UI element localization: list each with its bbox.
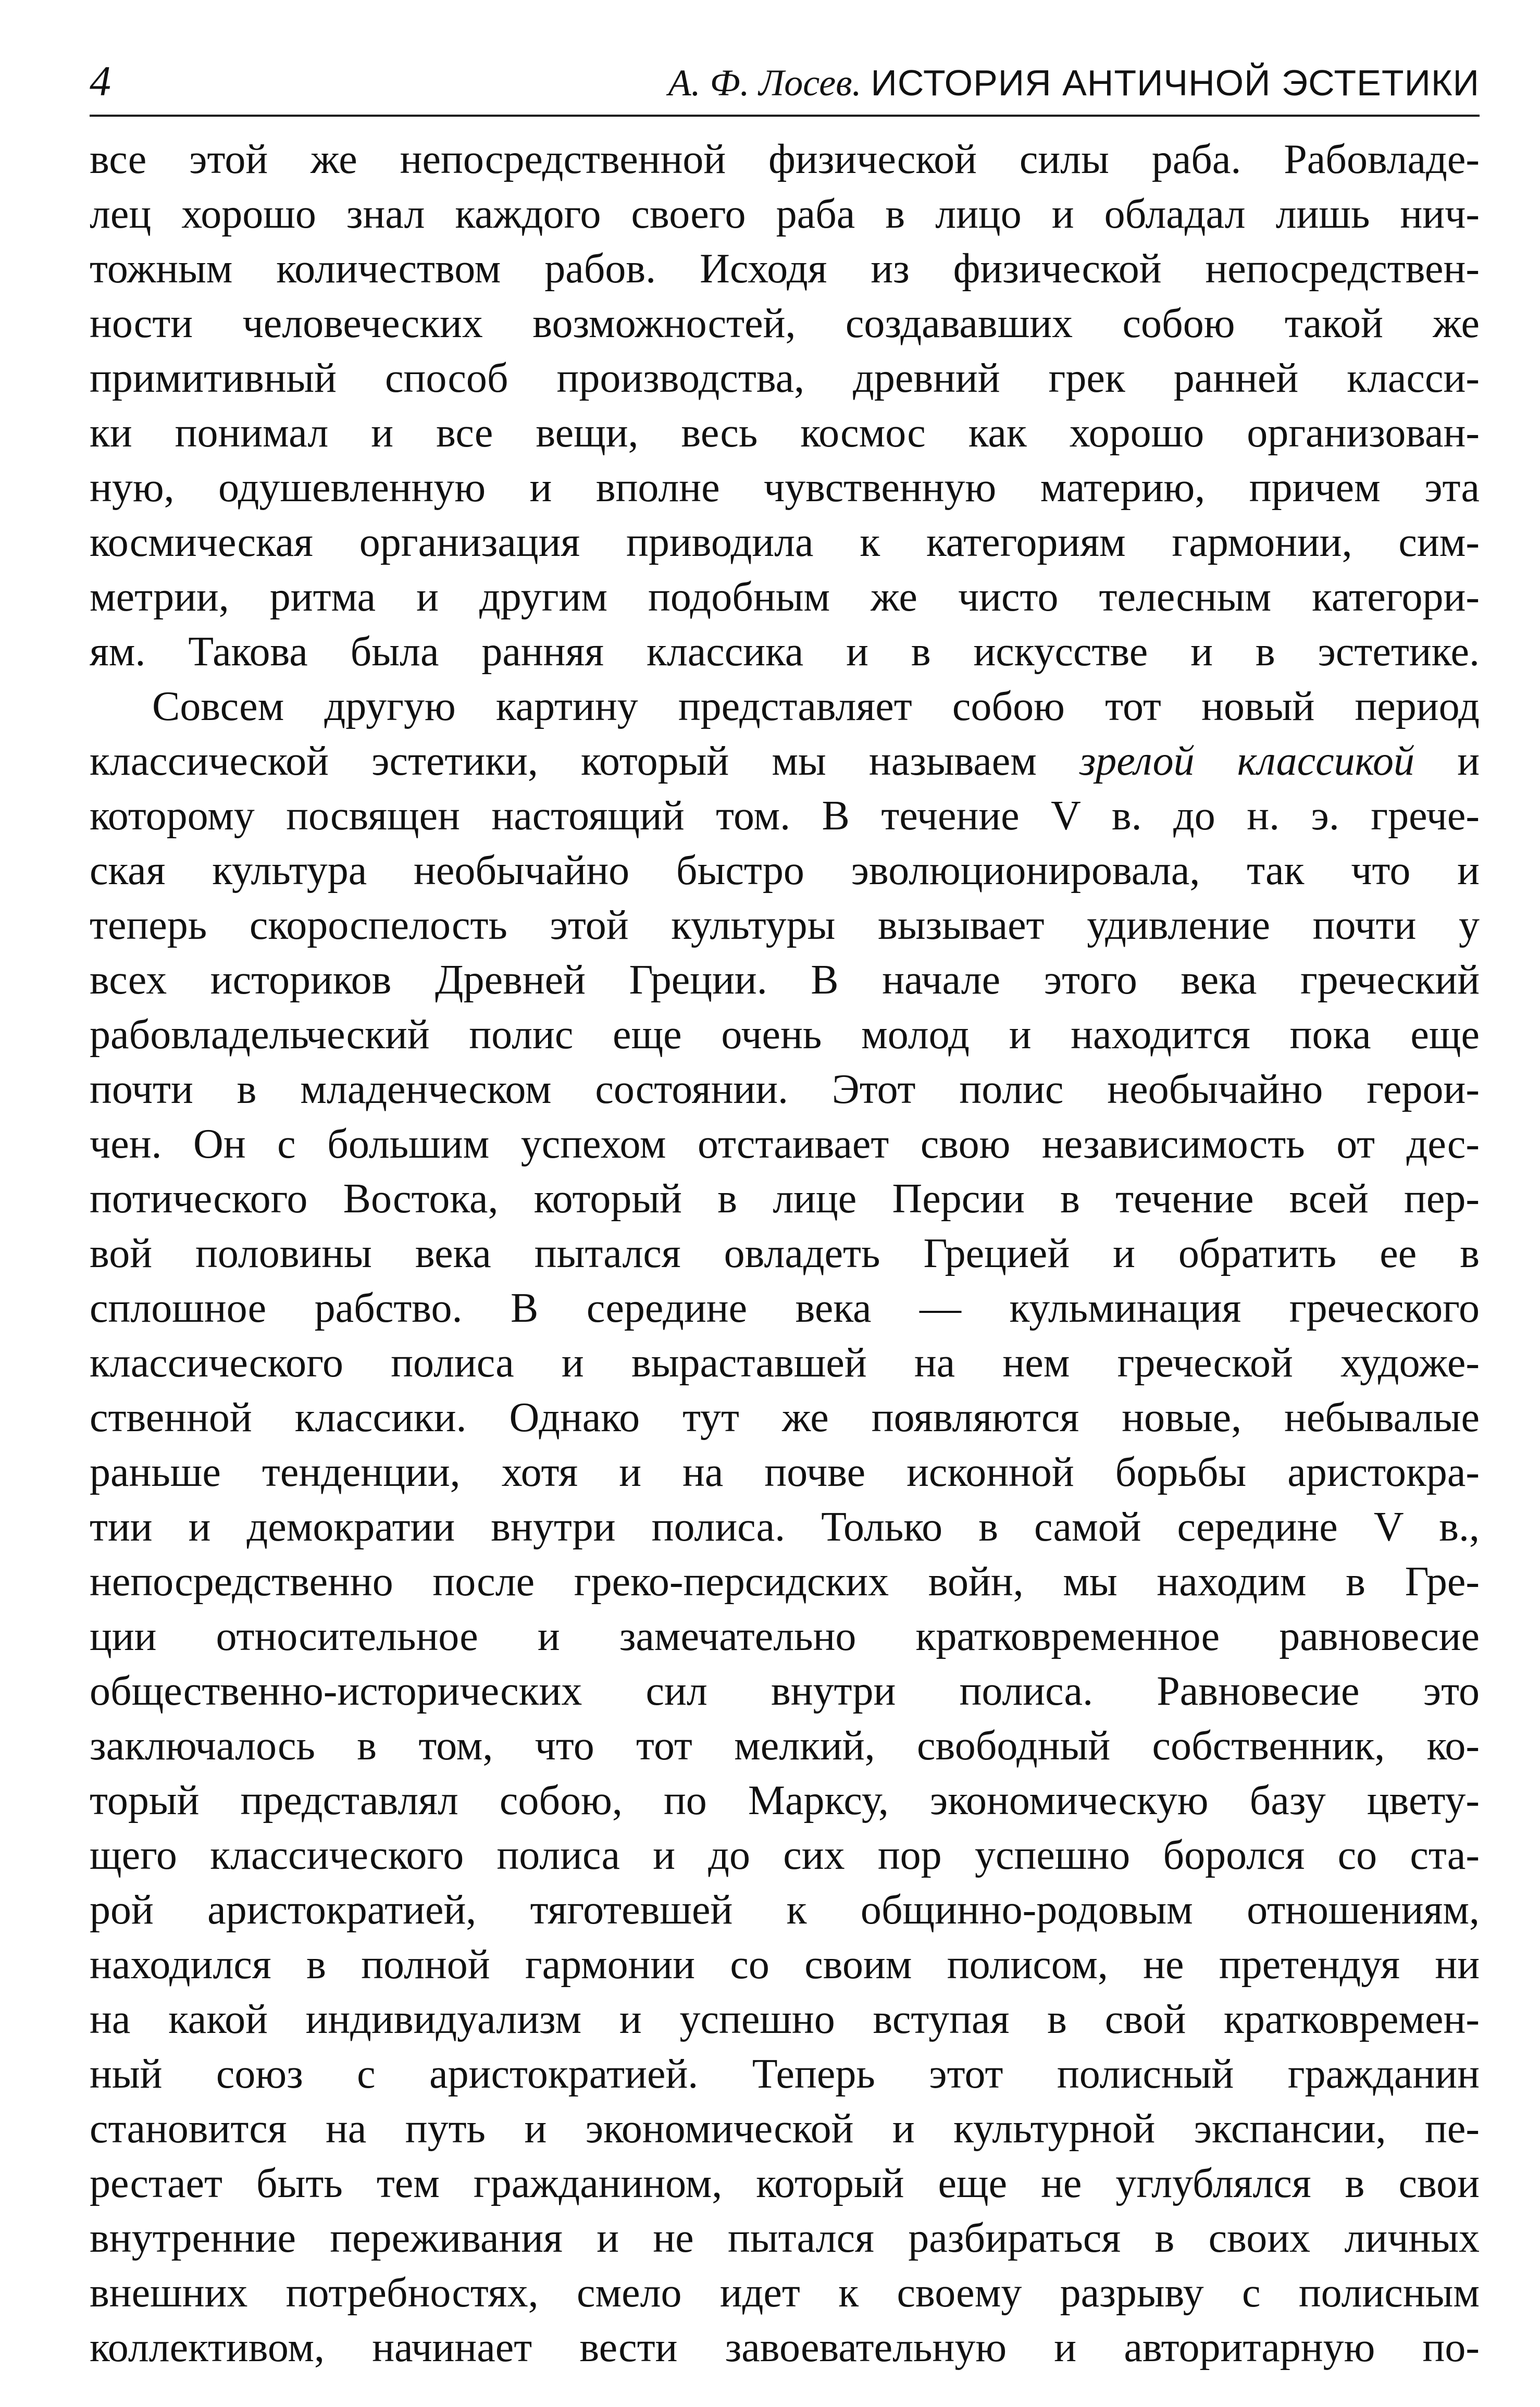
text-line: ям. Такова была ранняя классика и в искусстве и в эстетике. [90,629,1480,675]
text-line: чен. Он с большим успехом отстаивает свою независимость от дес- [90,1121,1480,1167]
emphasis-zrelaya-klassika: зрелой классикой [1079,738,1415,784]
text-line: которому посвящен настоящий том. В течение V в. до н. э. грече- [90,793,1480,839]
text-line: теперь скороспелость этой культуры вызывает удивление почти у [90,902,1480,948]
text-line: почти в младенческом состоянии. Этот полис необычайно герои- [90,1066,1480,1112]
text-line: щего классического полиса и до сих пор успешно боролся со ста- [90,1832,1480,1878]
text-line: ственной классики. Однако тут же появляются новые, небывалые [90,1395,1480,1441]
text-line: общественно-исторических сил внутри полиса. Равновесие это [90,1668,1480,1714]
text-line: все этой же непосредственной физической силы раба. Рабовладе- [90,137,1480,182]
text-line: рестает быть тем гражданином, который еще не углублялся в свои [90,2161,1480,2206]
text-line: метрии, ритма и другим подобным же чисто телесным категори- [90,574,1480,620]
paragraph-2-rest [90,789,1480,2375]
text-line: ции относительное и замечательно кратковременное равновесие [90,1614,1480,1659]
paragraph-1 [90,132,1480,679]
text-line: тии и демократии внутри полиса. Только в самой середине V в., [90,1504,1480,1550]
text-fragment: классической эстетики, который мы называем [90,738,1080,784]
text-line: потического Востока, который в лице Персии в течение всей пер- [90,1176,1480,1222]
book-page [90,52,1480,2375]
text-line: ки понимал и все вещи, весь космос как хорошо организован- [90,410,1480,456]
running-header [90,52,1480,117]
running-book-title: ИСТОРИЯ АНТИЧНОЙ ЭСТЕТИКИ [871,63,1480,103]
text-line: находился в полной гармонии со своим полисом, не претендуя ни [90,1942,1480,1988]
text-fragment: и [1414,738,1480,784]
text-line: внешних потребностях, смело идет к своему разрыву с полисным [90,2270,1480,2316]
text-line: ный союз с аристократией. Теперь этот полисный гражданин [90,2051,1480,2097]
text-line: рой аристократией, тяготевшей к общинно-родовым отношениям, [90,1887,1480,1933]
text-line: сплошное рабство. В середине века — кульминация греческого [90,1285,1480,1331]
text-line: лец хорошо знал каждого своего раба в лицо и обладал лишь нич- [90,191,1480,237]
text-line: торый представлял собою, по Марксу, экономическую базу цвету- [90,1778,1480,1823]
text-line: на какой индивидуализм и успешно вступая в свой кратковремен- [90,1996,1480,2042]
text-line: классического полиса и выраставшей на нем греческой художе- [90,1340,1480,1386]
text-line: внутренние переживания и не пытался разбираться в своих личных [90,2215,1480,2261]
text-line: вой половины века пытался овладеть Грецией и обратить ее в [90,1231,1480,1276]
text-line: рабовладельческий полис еще очень молод и находится пока еще [90,1012,1480,1058]
text-line: ную, одушевленную и вполне чувственную материю, причем эта [90,465,1480,511]
text-line: ская культура необычайно быстро эволюционировала, так что и [90,848,1480,894]
body-text [90,132,1480,2375]
paragraph-2 [90,679,1480,2375]
page-number: 4 [90,57,111,105]
text-line [90,734,1480,789]
text-line: тожным количеством рабов. Исходя из физической непосредствен- [90,246,1480,292]
running-author: А. Ф. Лосев. [668,62,862,104]
running-title [668,59,1480,106]
text-line: непосредственно после греко-персидских войн, мы находим в Гре- [90,1559,1480,1605]
text-line: ности человеческих возможностей, создававших собою такой же [90,301,1480,346]
text-line: коллективом, начинает вести завоевательную и авторитарную по- [90,2325,1480,2371]
text-line: Совсем другую картину представляет собою тот новый период [152,684,1480,729]
text-line: раньше тенденции, хотя и на почве исконной борьбы аристокра- [90,1449,1480,1495]
text-line: космическая организация приводила к категориям гармонии, сим- [90,519,1480,565]
text-line: заключалось в том, что тот мелкий, свободный собственник, ко- [90,1723,1480,1769]
text-line: примитивный способ производства, древний грек ранней класси- [90,355,1480,401]
text-line: становится на путь и экономической и культурной экспансии, пе- [90,2106,1480,2152]
text-line: всех историков Древней Греции. В начале этого века греческий [90,957,1480,1003]
